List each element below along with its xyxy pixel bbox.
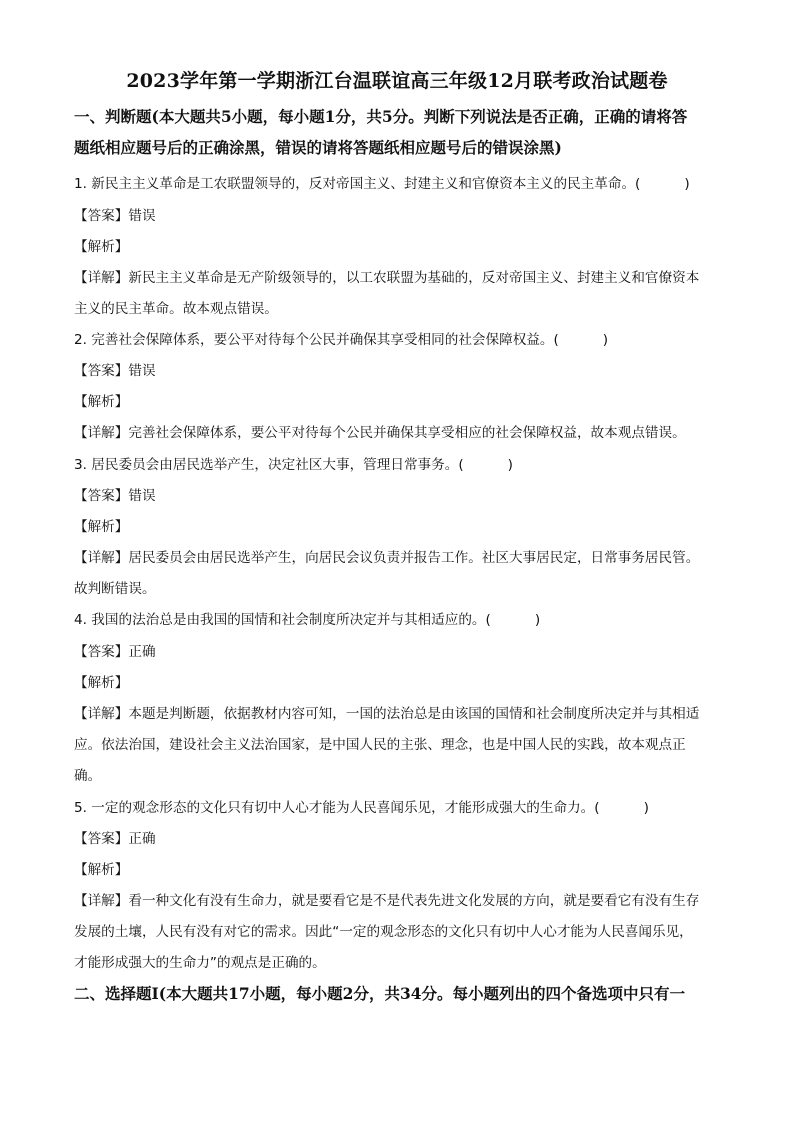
section-2-heading-line-1: 二、选择题Ⅰ(本大题共17小题，每小题2分，共34分。每小题列出的四个备选项中只有一: [74, 984, 686, 1003]
answer-4: 【答案】正确: [74, 644, 156, 660]
section-1-heading-line-1: 一、判断题(本大题共5小题，每小题1分，共5分。判断下列说法是否正确，正确的请将答: [74, 107, 688, 126]
analysis-1: 【解析】: [74, 239, 129, 255]
section-1-heading-line-2: 题纸相应题号后的正确涂黑，错误的请将答题纸相应题号后的错误涂黑): [74, 138, 562, 157]
detail-5-line-2: 发展的土壤，人民有没有对它的需求。因此“一定的观念形态的文化只有切中人心才能为人民喜闻乐见，: [74, 924, 693, 940]
question-1: 1. 新民主主义革命是工农联盟领导的，反对帝国主义、封建主义和官僚资本主义的民主革命。( ): [74, 176, 690, 192]
answer-5: 【答案】正确: [74, 831, 156, 847]
detail-4-line-3: 确。: [74, 768, 102, 784]
detail-3-line-1: 【详解】居民委员会由居民选举产生，向居民会议负责并报告工作。社区大事居民定，日常事务居民管。: [74, 550, 700, 566]
question-2: 2. 完善社会保障体系，要公平对待每个公民并确保其享受相同的社会保障权益。( ): [74, 332, 609, 348]
detail-4-line-2: 应。依法治国，建设社会主义法治国家，是中国人民的主张、理念，也是中国人民的实践，故本观点正: [74, 737, 686, 753]
question-5: 5. 一定的观念形态的文化只有切中人心才能为人民喜闻乐见，才能形成强大的生命力。( ): [74, 800, 649, 816]
question-4: 4. 我国的法治总是由我国的国情和社会制度所决定并与其相适应的。( ): [74, 612, 541, 628]
answer-1: 【答案】错误: [74, 208, 156, 224]
detail-5-line-3: 才能形成强大的生命力”的观点是正确的。: [74, 955, 326, 971]
detail-2-line-1: 【详解】完善社会保障体系，要公平对待每个公民并确保其享受相应的社会保障权益，故本观点错误。: [74, 425, 686, 441]
detail-1-line-1: 【详解】新民主主义革命是无产阶级领导的，以工农联盟为基础的，反对帝国主义、封建主义和官僚资本: [74, 270, 700, 286]
analysis-4: 【解析】: [74, 675, 129, 691]
analysis-5: 【解析】: [74, 862, 129, 878]
detail-3-line-2: 故判断错误。: [74, 581, 156, 597]
answer-2: 【答案】错误: [74, 363, 156, 379]
detail-4-line-1: 【详解】本题是判断题，依据教材内容可知，一国的法治总是由该国的国情和社会制度所决定并与其相适: [74, 706, 700, 722]
analysis-3: 【解析】: [74, 519, 129, 535]
question-3: 3. 居民委员会由居民选举产生，决定社区大事，管理日常事务。( ): [74, 457, 513, 473]
detail-1-line-2: 主义的民主革命。故本观点错误。: [74, 301, 278, 317]
page-title: 2023学年第一学期浙江台温联谊高三年级12月联考政治试题卷: [126, 70, 668, 92]
detail-5-line-1: 【详解】看一种文化有没有生命力，就是要看它是不是代表先进文化发展的方向，就是要看它有没有生存: [74, 893, 700, 909]
analysis-2: 【解析】: [74, 394, 129, 410]
answer-3: 【答案】错误: [74, 488, 156, 504]
